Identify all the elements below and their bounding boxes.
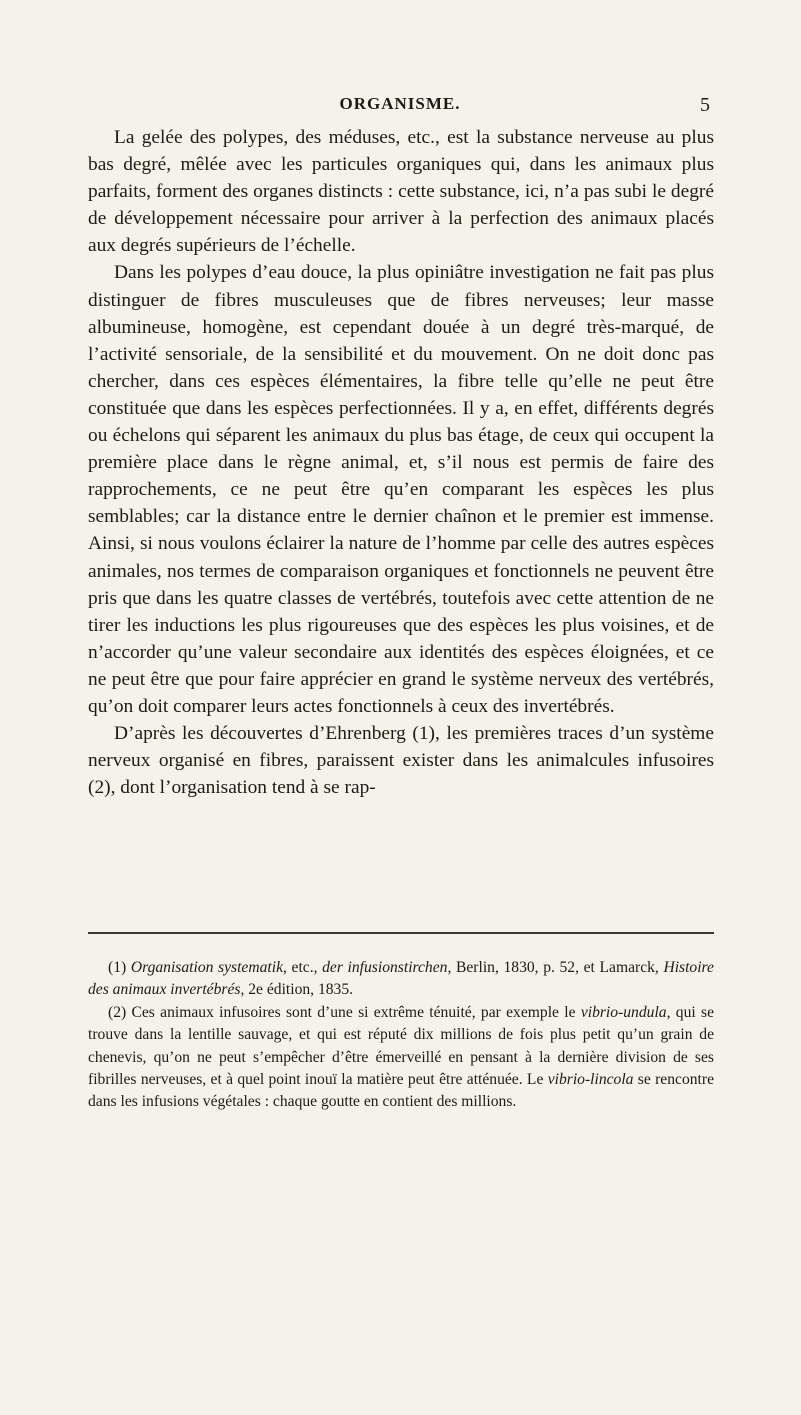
- footnote-marker: (1): [108, 959, 131, 976]
- footnote-title: Histoire des animaux invertébrés: [88, 959, 714, 999]
- footnote-term: vibrio-lincola: [547, 1071, 634, 1089]
- running-head: [90, 94, 710, 118]
- footnote-text: se rencontre dans les infusions végétales : chaque goutte en contient des millions.: [88, 1071, 714, 1111]
- footnote-rule: [88, 932, 714, 934]
- page-number: 5: [700, 94, 710, 116]
- footnote-title: Organisation systematik: [130, 959, 283, 976]
- paragraph: Dans les polypes d’eau douce, la plus opiniâtre investigation ne fait pas plus distinguer de fibres musculeuses que de fibres nerveuses; leur masse albumineuse, homogène, est cependant douée à un degré très-marqué, de l’activité sensoriale, de la sensibilité et du mouvement. On ne doit donc pas chercher, dans ces espèces élémentaires, la fibre telle qu’elle ne peut être constituée que dans les espèces perfectionnées. Il y a, en effet, différents degrés ou échelons qui séparent les animaux du plus bas étage, de ceux qui occupent la première place dans le règne animal, et, s’il nous est permis de faire des rapprochements, ce ne peut être qu’en comparant les espèces les plus semblables; car la distance entre le dernier chaînon et le premier est immense. Ainsi, si nous voulons éclairer la nature de l’homme par celle des autres espèces animales, nos termes de comparaison organiques et fonctionnels ne peuvent être pris que dans les quatre classes de vertébrés, toutefois avec cette attention de ne tirer les inductions les plus rigoureuses que des espèces les plus voisines, et de n’accorder qu’une valeur secondaire aux identités des espèces éloignées, et ce ne peut être que pour faire apprécier en grand le système nerveux des vertébrés, qu’on doit comparer leurs actes fonctionnels à ceux des invertébrés.: [88, 262, 714, 717]
- paragraph: La gelée des polypes, des méduses, etc., est la substance nerveuse au plus bas degré, mêlée avec les particules organiques qui, dans les animaux plus parfaits, forment des organes distincts : cette substance, ici, n’a pas subi le degré de développement nécessaire pour arriver à la perfection des animaux placés aux degrés supérieurs de l’échelle.: [88, 127, 714, 257]
- paragraph: D’après les découvertes d’Ehrenberg (1), les premières traces d’un système nerveux organisé en fibres, paraissent exister dans les animalcules infusoires (2), dont l’organisation tend à se rap-: [88, 723, 714, 799]
- footnote-2: [88, 1002, 714, 1114]
- footnote-title: der infusionstirchen: [322, 959, 448, 976]
- footnote-1: [88, 957, 714, 1002]
- footnote-text: (2) Ces animaux infusoires sont d’une si extrême ténuité, par exemple le: [108, 1003, 581, 1021]
- body-text: [88, 124, 714, 801]
- footnote-text: , etc.,: [283, 959, 323, 976]
- footnote-text: , Berlin, 1830, p. 52, et Lamarck,: [447, 959, 664, 976]
- footnote-term: vibrio-undula: [580, 1003, 667, 1021]
- footnotes: [88, 957, 714, 1114]
- footnote-text: , qui se trouve dans la lentille sauvage, et qui est réputé dix millions de fois plus petit qu’un grain de chenevis, qu’on ne peut s’empêcher d’être émerveillé en pensant à la dernière division de ses fibrilles nerveuses, et à quel point inouï la matière peut être atténuée. Le: [88, 1003, 714, 1089]
- footnote-text: , 2e édition, 1835.: [240, 981, 354, 999]
- running-head-title: ORGANISME.: [339, 94, 461, 113]
